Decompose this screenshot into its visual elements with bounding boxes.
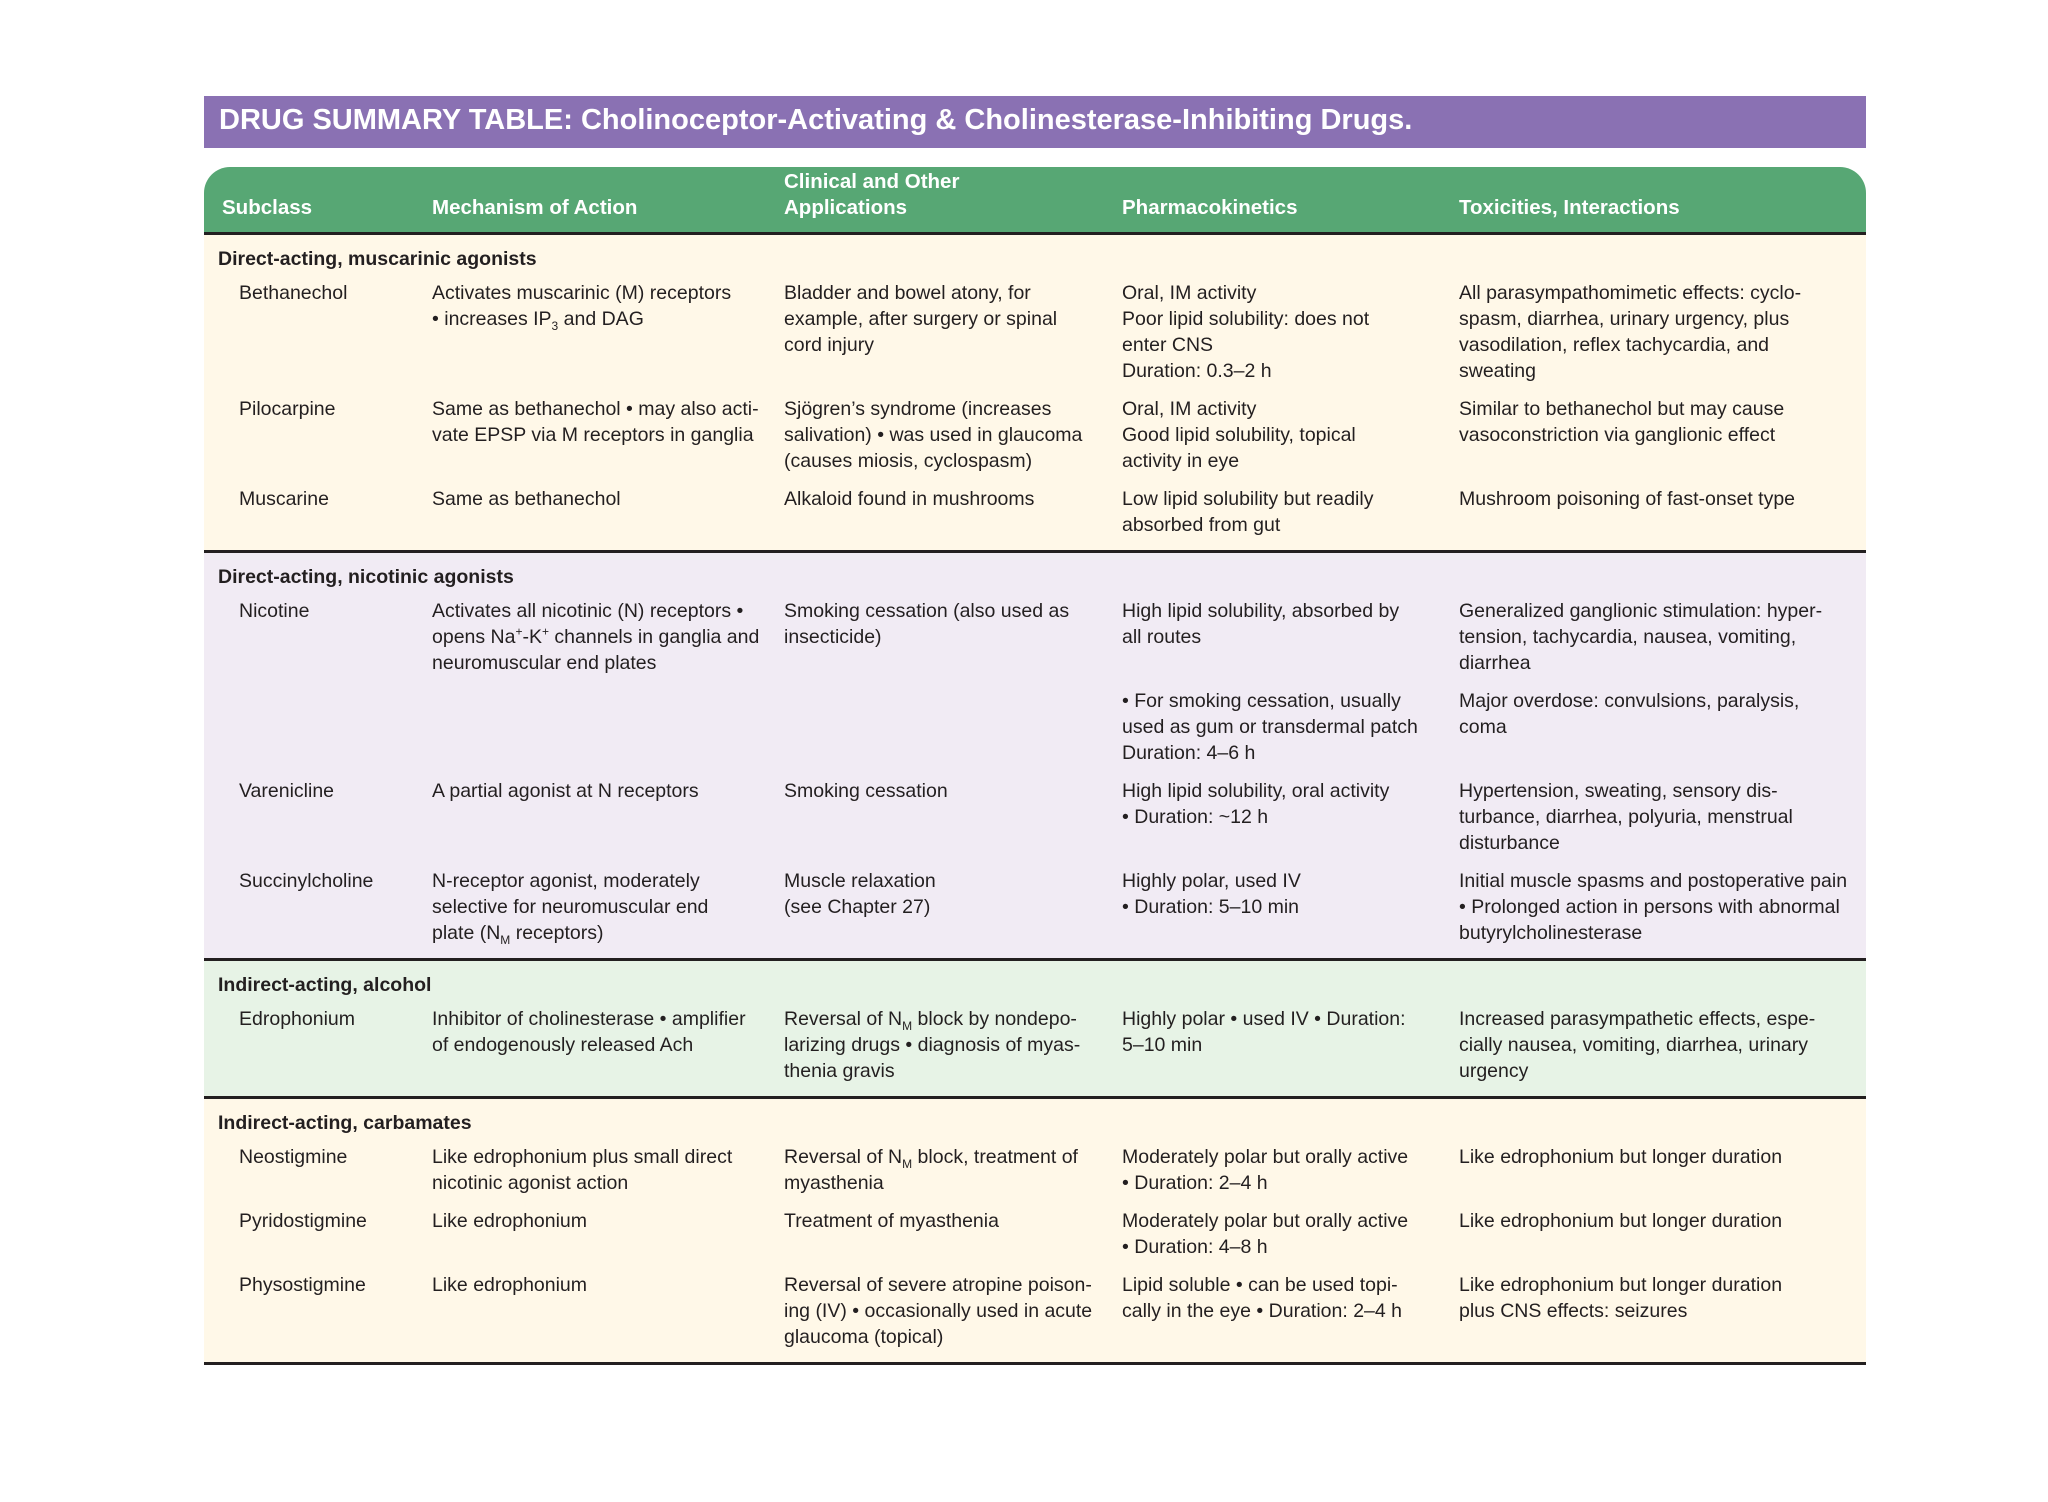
- header-clinical: [780, 169, 1118, 232]
- cell-line: plus CNS effects: seizures: [1459, 1300, 1688, 1322]
- cell-line: disturbance: [1459, 832, 1560, 854]
- cell-subclass: Succinylcholine: [239, 870, 374, 892]
- cell-line: Like edrophonium but longer duration: [1459, 1146, 1783, 1168]
- cell-clinical: [780, 688, 1118, 766]
- cell-line: Duration: 0.3–2 h: [1122, 360, 1272, 382]
- cell-line: Smoking cessation: [784, 780, 948, 802]
- cell-line: cally in the eye • Duration: 2–4 h: [1122, 1300, 1402, 1322]
- cell-line: glaucoma (topical): [784, 1326, 944, 1348]
- cell-line: used as gum or transdermal patch: [1122, 716, 1418, 738]
- cell-pharmacokinetics: [1118, 1272, 1455, 1350]
- cell-pharmacokinetics: [1118, 688, 1455, 766]
- cell-line: A partial agonist at N receptors: [432, 780, 699, 802]
- cell-line: Lipid soluble • can be used topi-: [1122, 1274, 1398, 1296]
- cell-line: Mechanism of Action: [432, 196, 638, 219]
- table-row: [204, 1208, 1866, 1260]
- table-row: [204, 1006, 1866, 1084]
- cell-line: activity in eye: [1122, 450, 1240, 472]
- cell-line: Reversal of $N_M$ block, treatment of: [784, 1146, 1078, 1171]
- cell-line: example, after surgery or spinal: [784, 308, 1058, 330]
- cell-line: diarrhea: [1459, 652, 1531, 674]
- cell-line: • Prolonged action in persons with abnormal: [1459, 896, 1840, 918]
- cell-line: Good lipid solubility, topical: [1122, 424, 1356, 446]
- cell-clinical: [780, 1006, 1118, 1084]
- cell-mechanism: [428, 778, 780, 856]
- cell-line: turbance, diarrhea, polyuria, menstrual: [1459, 806, 1793, 828]
- cell-line: Inhibitor of cholinesterase • amplifier: [432, 1008, 746, 1030]
- cell-line: • Duration: 5–10 min: [1122, 896, 1300, 918]
- cell-toxicities: [1455, 486, 1866, 538]
- table-row: [204, 396, 1866, 474]
- table-row: [204, 868, 1866, 946]
- cell-line: Highly polar, used IV: [1122, 870, 1301, 892]
- cell-line: Mushroom poisoning of fast-onset type: [1459, 488, 1796, 510]
- cell-line: Moderately polar but orally active: [1122, 1210, 1409, 1232]
- cell-line: • Duration: 4–8 h: [1122, 1236, 1268, 1258]
- cell-line: ing (IV) • occasionally used in acute: [784, 1300, 1093, 1322]
- section-alcohol: [204, 961, 1866, 1099]
- cell-line: vasodilation, reflex tachycardia, and: [1459, 334, 1770, 356]
- cell-pharmacokinetics: [1118, 1144, 1455, 1196]
- cell-clinical: [780, 280, 1118, 384]
- cell-line: Generalized ganglionic stimulation: hyper-: [1459, 600, 1823, 622]
- section-nicotinic: [204, 553, 1866, 961]
- cell-line: salivation) • was used in glaucoma: [784, 424, 1083, 446]
- cell-mechanism: [428, 486, 780, 538]
- cell-line: Like edrophonium plus small direct: [432, 1146, 733, 1168]
- cell-line: Like edrophonium: [432, 1274, 588, 1296]
- cell-line: Activates muscarinic (M) receptors: [432, 282, 732, 304]
- cell-line: opens Na+-K+ channels in ganglia and: [432, 624, 760, 648]
- cell-toxicities: [1455, 396, 1866, 474]
- cell-line: Clinical and Other: [784, 170, 960, 193]
- cell-line: of endogenously released Ach: [432, 1034, 694, 1056]
- header-subclass: [204, 195, 428, 232]
- cell-line: Same as bethanechol: [432, 488, 621, 510]
- cell-line: spasm, diarrhea, urinary urgency, plus: [1459, 308, 1790, 330]
- cell-line: coma: [1459, 716, 1507, 738]
- cell-line: vate EPSP via M receptors in ganglia: [432, 424, 754, 446]
- cell-line: Subclass: [222, 196, 313, 219]
- cell-line: • Duration: ~12 h: [1122, 806, 1269, 828]
- cell-line: High lipid solubility, oral activity: [1122, 780, 1390, 802]
- cell-line: tension, tachycardia, nausea, vomiting,: [1459, 626, 1797, 648]
- header-toxicities: [1455, 195, 1866, 232]
- cell-line: Same as bethanechol • may also acti-: [432, 398, 759, 420]
- cell-mechanism: [428, 396, 780, 474]
- cell-line: Low lipid solubility but readily: [1122, 488, 1374, 510]
- cell-line: • Duration: 2–4 h: [1122, 1172, 1268, 1194]
- cell-line: selective for neuromuscular end: [432, 896, 709, 918]
- cell-line: plate ($N_M$ receptors): [432, 922, 604, 947]
- cell-line: Duration: 4–6 h: [1122, 742, 1256, 764]
- cell-subclass: Bethanechol: [239, 282, 348, 304]
- table-row: [204, 688, 1866, 766]
- cell-line: N-receptor agonist, moderately: [432, 870, 700, 892]
- cell-line: Reversal of $N_M$ block by nondepo-: [784, 1008, 1077, 1033]
- section-carbamates: [204, 1099, 1866, 1365]
- cell-pharmacokinetics: [1118, 868, 1455, 946]
- section-title: Indirect-acting, carbamates: [218, 1112, 472, 1134]
- cell-subclass: Neostigmine: [239, 1146, 348, 1168]
- drug-summary-table: [204, 96, 1866, 1365]
- cell-line: Applications: [784, 196, 908, 219]
- section-title: Direct-acting, muscarinic agonists: [218, 248, 537, 270]
- cell-mechanism: [428, 280, 780, 384]
- cell-line: Muscle relaxation: [784, 870, 936, 892]
- cell-pharmacokinetics: [1118, 598, 1455, 676]
- cell-line: Moderately polar but orally active: [1122, 1146, 1409, 1168]
- cell-clinical: [780, 1272, 1118, 1350]
- cell-pharmacokinetics: [1118, 280, 1455, 384]
- cell-line: Highly polar • used IV • Duration:: [1122, 1008, 1406, 1030]
- cell-line: Treatment of myasthenia: [784, 1210, 999, 1232]
- header-pharmacokinetics: [1118, 195, 1455, 232]
- cell-line: Oral, IM activity: [1122, 282, 1257, 304]
- cell-line: thenia gravis: [784, 1060, 895, 1082]
- cell-line: Initial muscle spasms and postoperative pain: [1459, 870, 1848, 892]
- cell-line: Bladder and bowel atony, for: [784, 282, 1031, 304]
- cell-clinical: [780, 598, 1118, 676]
- table-row: [204, 778, 1866, 856]
- cell-line: all routes: [1122, 626, 1202, 648]
- section-title: Direct-acting, nicotinic agonists: [218, 566, 514, 588]
- header-mechanism: [428, 195, 780, 232]
- cell-line: (causes miosis, cyclospasm): [784, 450, 1033, 472]
- cell-subclass: Edrophonium: [239, 1008, 355, 1030]
- cell-mechanism: [428, 1272, 780, 1350]
- cell-line: myasthenia: [784, 1172, 884, 1194]
- cell-mechanism: [428, 868, 780, 946]
- cell-line: Like edrophonium: [432, 1210, 588, 1232]
- cell-line: Similar to bethanechol but may cause: [1459, 398, 1785, 420]
- cell-line: butyrylcholinesterase: [1459, 922, 1643, 944]
- table-body: [204, 235, 1866, 1365]
- table-title: DRUG SUMMARY TABLE: Cholinoceptor-Activating & Cholinesterase-Inhibiting Drugs.: [204, 96, 1866, 148]
- cell-line: neuromuscular end plates: [432, 652, 657, 674]
- cell-clinical: [780, 778, 1118, 856]
- cell-toxicities: [1455, 598, 1866, 676]
- section-muscarinic: [204, 235, 1866, 553]
- cell-line: Like edrophonium but longer duration: [1459, 1210, 1783, 1232]
- cell-pharmacokinetics: [1118, 778, 1455, 856]
- cell-subclass: Muscarine: [239, 488, 329, 510]
- cell-line: cially nausea, vomiting, diarrhea, urinary: [1459, 1034, 1809, 1056]
- cell-line: All parasympathomimetic effects: cyclo-: [1459, 282, 1802, 304]
- cell-line: cord injury: [784, 334, 874, 356]
- cell-line: Like edrophonium but longer duration: [1459, 1274, 1783, 1296]
- cell-line: Poor lipid solubility: does not: [1122, 308, 1370, 330]
- cell-line: larizing drugs • diagnosis of myas-: [784, 1034, 1081, 1056]
- cell-subclass: Varenicline: [239, 780, 335, 802]
- cell-mechanism: [428, 1144, 780, 1196]
- cell-line: (see Chapter 27): [784, 896, 931, 918]
- table-row: [204, 1144, 1866, 1196]
- cell-mechanism: [428, 598, 780, 676]
- cell-clinical: [780, 486, 1118, 538]
- cell-toxicities: [1455, 1144, 1866, 1196]
- table-row: [204, 1272, 1866, 1350]
- table-row: [204, 280, 1866, 384]
- cell-line: Oral, IM activity: [1122, 398, 1257, 420]
- cell-line: Toxicities, Interactions: [1459, 196, 1680, 219]
- cell-line: Major overdose: convulsions, paralysis,: [1459, 690, 1800, 712]
- table-row: [204, 598, 1866, 676]
- cell-line: Increased parasympathetic effects, espe-: [1459, 1008, 1816, 1030]
- section-title: Indirect-acting, alcohol: [218, 974, 432, 996]
- cell-line: Smoking cessation (also used as: [784, 600, 1070, 622]
- cell-subclass: Pilocarpine: [239, 398, 336, 420]
- cell-subclass: Physostigmine: [239, 1274, 366, 1296]
- cell-mechanism: [428, 1208, 780, 1260]
- cell-line: Alkaloid found in mushrooms: [784, 488, 1035, 510]
- cell-line: High lipid solubility, absorbed by: [1122, 600, 1400, 622]
- cell-toxicities: [1455, 1208, 1866, 1260]
- table-header-row: [204, 167, 1866, 235]
- cell-subclass: Pyridostigmine: [239, 1210, 367, 1232]
- cell-line: 5–10 min: [1122, 1034, 1203, 1056]
- cell-line: Sjögren’s syndrome (increases: [784, 398, 1052, 420]
- cell-pharmacokinetics: [1118, 1208, 1455, 1260]
- cell-toxicities: [1455, 778, 1866, 856]
- cell-toxicities: [1455, 688, 1866, 766]
- cell-toxicities: [1455, 1006, 1866, 1084]
- cell-line: Pharmacokinetics: [1122, 196, 1298, 219]
- cell-clinical: [780, 868, 1118, 946]
- cell-line: • For smoking cessation, usually: [1122, 690, 1401, 712]
- cell-clinical: [780, 1208, 1118, 1260]
- cell-line: Reversal of severe atropine poison-: [784, 1274, 1092, 1296]
- cell-mechanism: [428, 1006, 780, 1084]
- cell-toxicities: [1455, 1272, 1866, 1350]
- cell-subclass: Nicotine: [239, 600, 310, 622]
- cell-line: sweating: [1459, 360, 1536, 382]
- cell-subclass: [204, 688, 428, 766]
- cell-pharmacokinetics: [1118, 396, 1455, 474]
- cell-line: urgency: [1459, 1060, 1529, 1082]
- cell-pharmacokinetics: [1118, 1006, 1455, 1084]
- cell-pharmacokinetics: [1118, 486, 1455, 538]
- cell-line: enter CNS: [1122, 334, 1214, 356]
- cell-line: absorbed from gut: [1122, 514, 1281, 536]
- table-row: [204, 486, 1866, 538]
- cell-toxicities: [1455, 280, 1866, 384]
- cell-line: vasoconstriction via ganglionic effect: [1459, 424, 1776, 446]
- cell-clinical: [780, 396, 1118, 474]
- cell-mechanism: [428, 688, 780, 766]
- cell-line: insecticide): [784, 626, 882, 648]
- cell-clinical: [780, 1144, 1118, 1196]
- cell-line: nicotinic agonist action: [432, 1172, 629, 1194]
- cell-line: • increases $IP_3$ and DAG: [432, 308, 644, 333]
- cell-line: Activates all nicotinic (N) receptors •: [432, 600, 744, 622]
- cell-line: Hypertension, sweating, sensory dis-: [1459, 780, 1778, 802]
- cell-toxicities: [1455, 868, 1866, 946]
